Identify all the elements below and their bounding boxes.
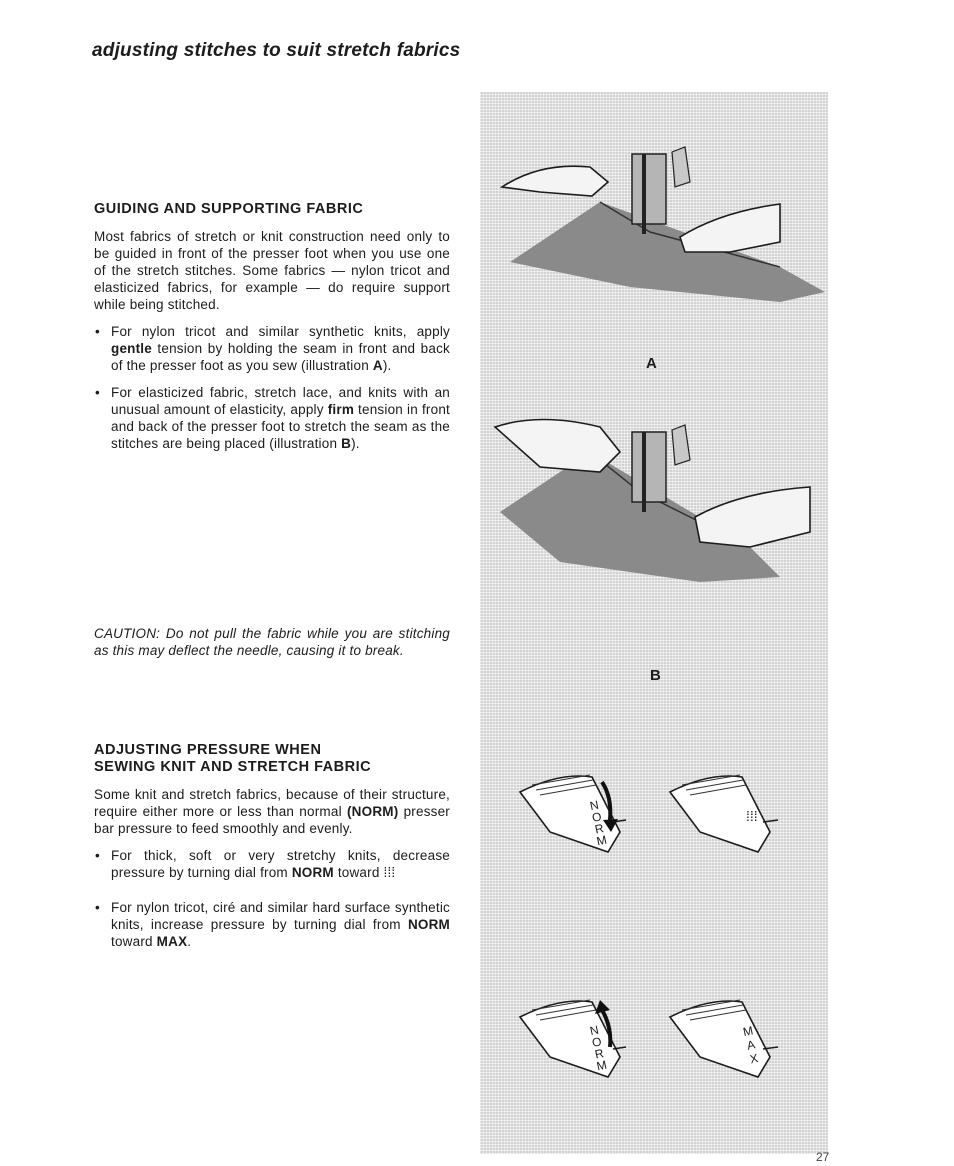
dial-norm-decrease bbox=[520, 775, 626, 852]
section-heading-pressure: ADJUSTING PRESSURE WHEN SEWING KNIT AND STRETCH FABRIC bbox=[94, 742, 372, 775]
figure-label-b: B bbox=[650, 667, 661, 684]
caution-note bbox=[94, 625, 450, 659]
dial-text-max: MAX bbox=[741, 1023, 760, 1067]
illustrations-svg bbox=[480, 92, 828, 1154]
presser-foot-a bbox=[632, 154, 666, 224]
bullet-item: • For elasticized fabric, stretch lace, and knits with an unusual amount of elasticity, apply firm tension in front and back of the presser foot to stretch the seam as the stitches are being placed (illustration B). bbox=[94, 384, 450, 452]
figure-label-a: A bbox=[646, 355, 657, 372]
bullet-item: • For nylon tricot and similar synthetic knits, apply gentle tension by holding the seam in front and back of the presser foot as you sew (illustration A). bbox=[94, 323, 450, 374]
section-heading-guiding: GUIDING AND SUPPORTING FABRIC bbox=[94, 201, 364, 217]
hand-left-b bbox=[495, 420, 620, 473]
dial-min bbox=[670, 775, 778, 852]
pressure-intro: Some knit and stretch fabrics, because of their structure, require either more or less than normal (NORM) presser bar pressure to feed smoothly and evenly. bbox=[94, 787, 451, 836]
section-pressure bbox=[94, 742, 450, 960]
illustration-a-sewing bbox=[502, 147, 825, 302]
caution-text: CAUTION: Do not pull the fabric while you are stitching as this may deflect the needle, causing it to break. bbox=[94, 626, 450, 658]
bullet-item: • For thick, soft or very stretchy knits, decrease pressure by turning dial from NORM toward ⁞⁞⁞ bbox=[94, 847, 450, 881]
illustration-panel bbox=[480, 92, 828, 1154]
page-title: adjusting stitches to suit stretch fabrics bbox=[92, 40, 461, 61]
illustration-b-sewing bbox=[495, 420, 810, 583]
section-guiding bbox=[94, 201, 450, 462]
dial-norm-increase bbox=[520, 1000, 626, 1077]
dial-text-norm-1: NORM bbox=[588, 797, 609, 849]
page-number: 27 bbox=[816, 1150, 830, 1164]
dial-text-norm-2: NORM bbox=[588, 1022, 609, 1074]
dial-text-min: ⁞⁞⁞ bbox=[746, 808, 758, 824]
hand-right-b bbox=[695, 487, 810, 547]
presser-foot-b bbox=[632, 432, 666, 502]
hand-right-a bbox=[680, 204, 780, 252]
pressure-bullets bbox=[94, 847, 450, 950]
guiding-intro: Most fabrics of stretch or knit construction need only to be guided in front of the presser foot when you use one of the stretch stitches. Some fabrics — nylon tricot and elasticized fabrics, for example — do require support while being stitched. bbox=[94, 229, 450, 312]
guiding-bullets bbox=[94, 323, 450, 452]
hand-left-a bbox=[502, 166, 608, 196]
dial-max bbox=[670, 1000, 778, 1077]
bullet-item: • For nylon tricot, ciré and similar hard surface synthetic knits, increase pressure by turning dial from NORM toward MAX. bbox=[94, 899, 450, 950]
